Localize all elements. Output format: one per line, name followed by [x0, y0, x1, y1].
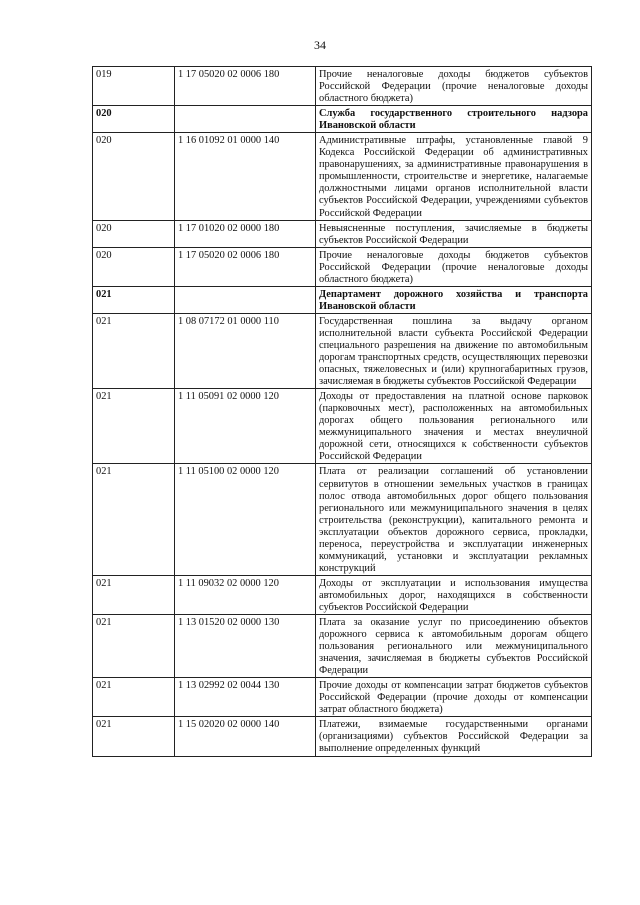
section-header-row: [93, 106, 592, 133]
revenue-name-cell: Государственная пошлина за выдачу органом исполнительной власти субъекта Российской Федерации специального разрешения на движение по автомобильным дорогам транспортных средств, осуществляющих перевозки опасных, тяжеловесных и (или) крупногабаритных грузов, зачисляемая в бюджеты субъектов Российской Федерации: [316, 313, 592, 388]
table-row: [93, 67, 592, 106]
table-row: [93, 717, 592, 756]
revenue-code-cell: 1 13 01520 02 0000 130: [175, 615, 316, 678]
admin-code-cell: 020: [93, 220, 175, 247]
revenue-codes-table: [92, 66, 592, 757]
admin-code-cell: 021: [93, 286, 175, 313]
revenue-code-cell: 1 17 05020 02 0006 180: [175, 247, 316, 286]
admin-code-cell: 021: [93, 313, 175, 388]
revenue-name-cell: Прочие доходы от компенсации затрат бюджетов субъектов Российской Федерации (прочие доходы от компенсации затрат областного бюджета): [316, 678, 592, 717]
table-row: [93, 575, 592, 614]
admin-code-cell: 021: [93, 615, 175, 678]
admin-code-cell: 021: [93, 678, 175, 717]
admin-code-cell: 021: [93, 464, 175, 575]
revenue-name-cell: Административные штрафы, установленные главой 9 Кодекса Российской Федерации об административных правонарушениях, за административные правонарушения в промышленности, строительстве и энергетике, налагаемые должностными лицами органов исполнительной власти субъектов Российской Федерации, учреждениями субъектов Российской Федерации: [316, 133, 592, 220]
table-row: [93, 464, 592, 575]
admin-code-cell: 021: [93, 389, 175, 464]
revenue-name-cell: Прочие неналоговые доходы бюджетов субъектов Российской Федерации (прочие неналоговые доходы областного бюджета): [316, 67, 592, 106]
revenue-code-cell: 1 17 01020 02 0000 180: [175, 220, 316, 247]
table-row: [93, 247, 592, 286]
revenue-code-cell: 1 08 07172 01 0000 110: [175, 313, 316, 388]
admin-code-cell: 019: [93, 67, 175, 106]
revenue-name-cell: Плата от реализации соглашений об установлении сервитутов в отношении земельных участков в границах полос отвода автомобильных дорог общего пользования регионального или межмуниципального значения в целях строительства (реконструкции), капитального ремонта и эксплуатации объектов дорожного сервиса, прокладки, переноса, переустройства и эксплуатации инженерных коммуникаций, установки и эксплуатации рекламных конструкций: [316, 464, 592, 575]
section-header-row: [93, 286, 592, 313]
revenue-code-cell: 1 13 02992 02 0044 130: [175, 678, 316, 717]
revenue-code-cell: 1 11 09032 02 0000 120: [175, 575, 316, 614]
admin-code-cell: 020: [93, 133, 175, 220]
page-number: 34: [314, 38, 326, 52]
admin-code-cell: 020: [93, 247, 175, 286]
revenue-code-cell: [175, 286, 316, 313]
admin-code-cell: 021: [93, 575, 175, 614]
revenue-name-cell: Плата за оказание услуг по присоединению объектов дорожного сервиса к автомобильным дорогам общего пользования регионального или межмуниципального значения, зачисляемая в бюджеты субъектов Российской Федерации: [316, 615, 592, 678]
revenue-code-cell: 1 11 05091 02 0000 120: [175, 389, 316, 464]
agency-name-cell: Служба государственного строительного надзора Ивановской области: [316, 106, 592, 133]
revenue-code-cell: 1 17 05020 02 0006 180: [175, 67, 316, 106]
revenue-code-cell: 1 11 05100 02 0000 120: [175, 464, 316, 575]
revenue-name-cell: Доходы от эксплуатации и использования имущества автомобильных дорог, находящихся в собственности субъектов Российской Федерации: [316, 575, 592, 614]
revenue-name-cell: Прочие неналоговые доходы бюджетов субъектов Российской Федерации (прочие неналоговые доходы областного бюджета): [316, 247, 592, 286]
revenue-name-cell: Доходы от предоставления на платной основе парковок (парковочных мест), расположенных на автомобильных дорогах общего пользования регионального или межмуниципального значения и местах внеуличной дорожной сети, относящихся к собственности субъектов Российской Федерации: [316, 389, 592, 464]
table-row: [93, 133, 592, 220]
revenue-code-cell: 1 15 02020 02 0000 140: [175, 717, 316, 756]
agency-name-cell: Департамент дорожного хозяйства и транспорта Ивановской области: [316, 286, 592, 313]
table-row: [93, 220, 592, 247]
table-row: [93, 615, 592, 678]
table-row: [93, 678, 592, 717]
table-row: [93, 389, 592, 464]
revenue-name-cell: Невыясненные поступления, зачисляемые в бюджеты субъектов Российской Федерации: [316, 220, 592, 247]
admin-code-cell: 021: [93, 717, 175, 756]
revenue-code-cell: 1 16 01092 01 0000 140: [175, 133, 316, 220]
revenue-name-cell: Платежи, взимаемые государственными органами (организациями) субъектов Российской Федерации за выполнение определенных функций: [316, 717, 592, 756]
revenue-code-cell: [175, 106, 316, 133]
admin-code-cell: 020: [93, 106, 175, 133]
table-row: [93, 313, 592, 388]
